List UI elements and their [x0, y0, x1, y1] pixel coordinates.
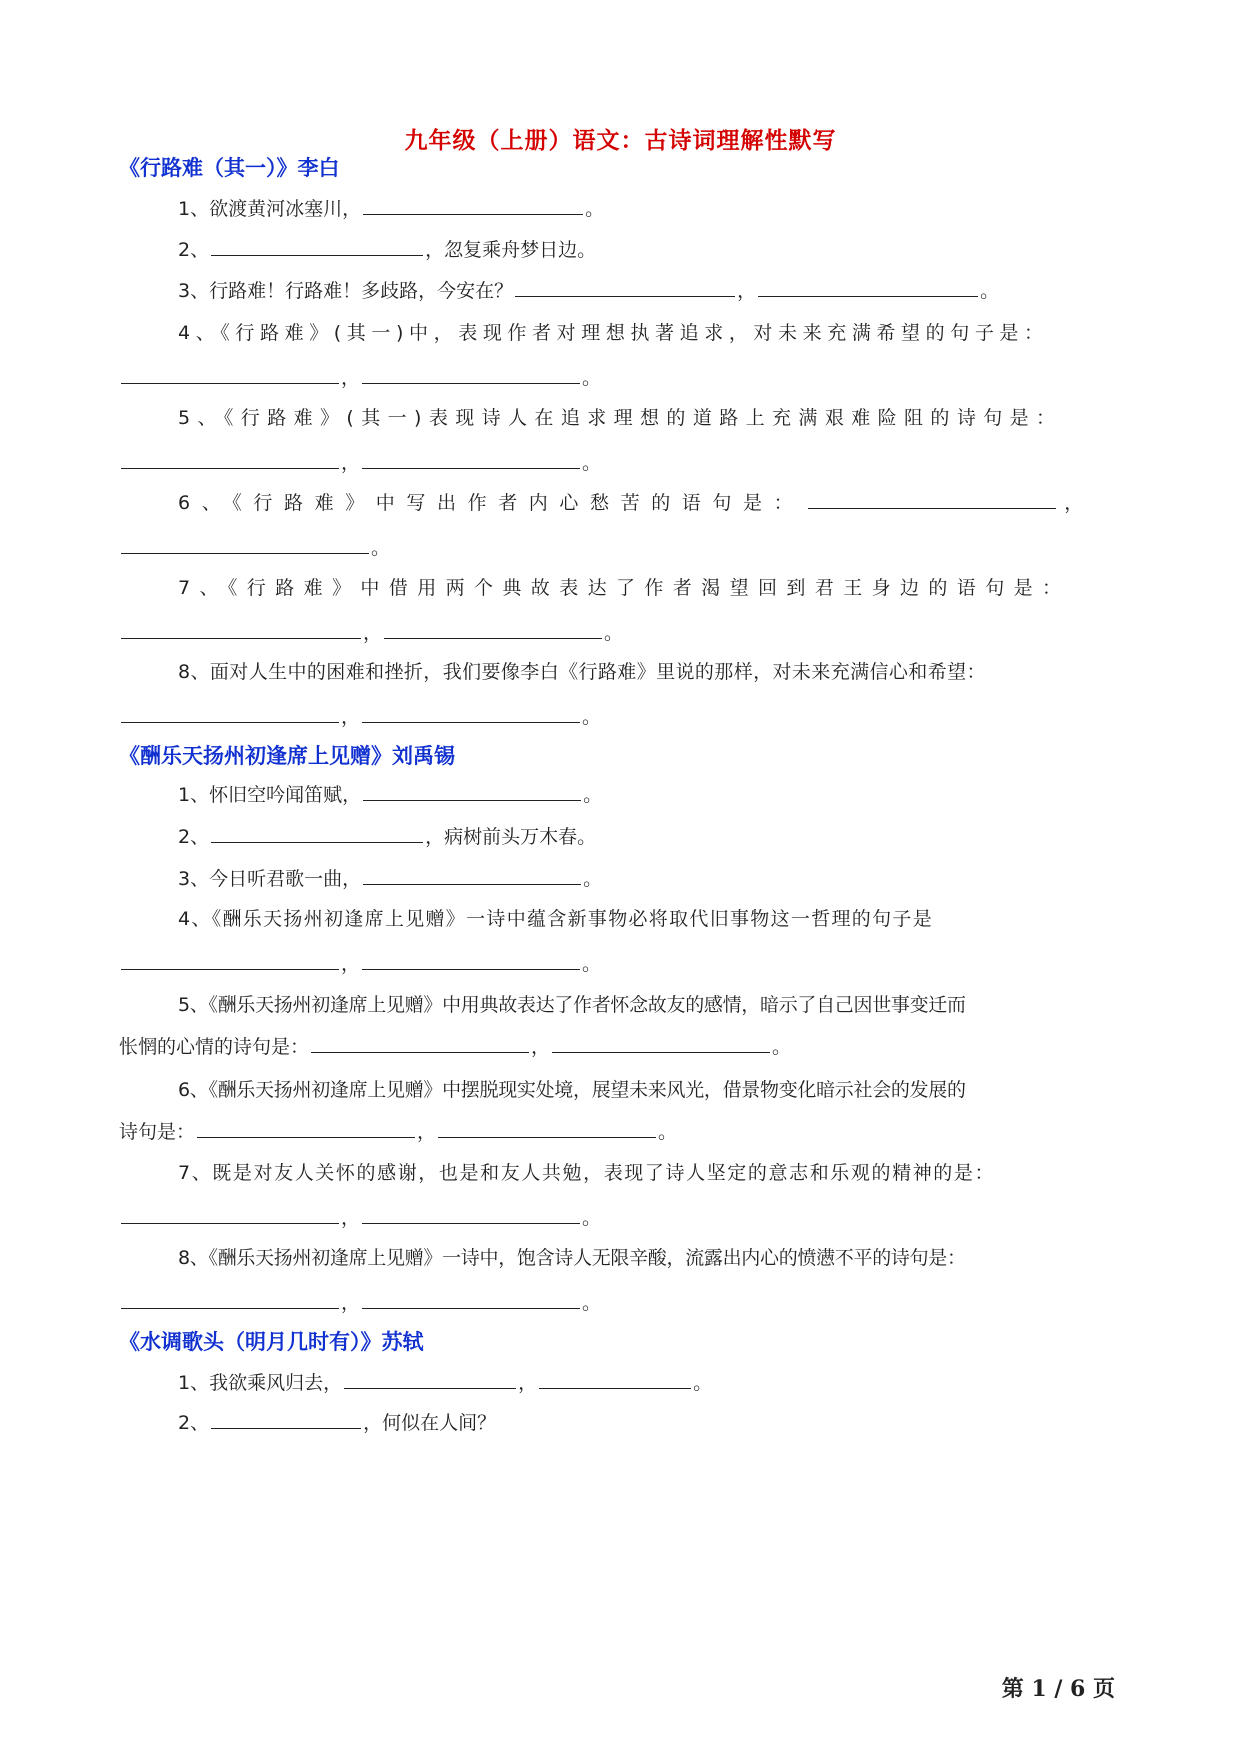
answer-blank[interactable] [121, 620, 361, 639]
answer-blank[interactable] [121, 1290, 339, 1309]
answer-blank[interactable] [362, 704, 580, 723]
answer-line: ， 。 [119, 448, 601, 475]
answer-line: ， 。 [119, 363, 601, 390]
answer-line: ， 。 [119, 702, 601, 729]
section-heading: 《酬乐天扬州初逢席上见赠》刘禹锡 [119, 744, 455, 768]
answer-blank[interactable] [311, 1034, 529, 1053]
question-line: 2、 ，何似在人间？ [178, 1412, 497, 1434]
answer-blank[interactable] [515, 278, 735, 297]
page-title: 九年级（上册）语文：古诗词理解性默写 [404, 128, 837, 154]
question-line: 4、《行路难》(其一)中，表现作者对理想执著追求，对未来充满希望的句子是： [178, 322, 1049, 344]
answer-blank[interactable] [121, 1205, 339, 1224]
answer-blank[interactable] [552, 1034, 770, 1053]
answer-line: ， 。 [119, 618, 623, 645]
answer-blank[interactable] [758, 278, 978, 297]
question-line: 5、《行路难》(其一)表现诗人在追求理想的道路上充满艰难险阻的诗句是： [178, 407, 1063, 429]
answer-blank[interactable] [211, 237, 423, 256]
answer-blank[interactable] [121, 450, 339, 469]
page-number: 第 1 / 6 页 [1001, 1676, 1115, 1702]
question-line: 3、今日听君歌一曲， 。 [178, 868, 603, 890]
answer-blank[interactable] [211, 1410, 361, 1429]
answer-line: 怅惘的心情的诗句是： ， 。 [119, 1036, 792, 1058]
answer-line: ， 。 [119, 1288, 601, 1315]
answer-blank[interactable] [121, 704, 339, 723]
answer-blank[interactable] [438, 1119, 656, 1138]
question-line: 1、欲渡黄河冰塞川， 。 [178, 198, 605, 220]
answer-blank[interactable] [384, 620, 602, 639]
question-line: 8、《酬乐天扬州初逢席上见赠》一诗中，饱含诗人无限辛酸，流露出内心的愤懑不平的诗句是： [178, 1247, 966, 1269]
answer-blank[interactable] [363, 196, 583, 215]
answer-line: 诗句是： ， 。 [119, 1121, 678, 1143]
answer-blank[interactable] [362, 365, 580, 384]
answer-blank[interactable] [362, 450, 580, 469]
question-line: 7、既是对友人关怀的感谢，也是和友人共勉，表现了诗人坚定的意志和乐观的精神的是： [178, 1162, 996, 1184]
answer-line: ， 。 [119, 949, 601, 976]
section-heading: 《水调歌头（明月几时有）》苏轼 [119, 1330, 424, 1354]
answer-blank[interactable] [363, 782, 581, 801]
question-line: 1、我欲乘风归去， ， 。 [178, 1372, 713, 1394]
answer-blank[interactable] [121, 365, 339, 384]
answer-blank[interactable] [362, 951, 580, 970]
question-line: 3、行路难！行路难！多歧路，今安在？ ， 。 [178, 280, 1000, 302]
answer-blank[interactable] [344, 1370, 516, 1389]
question-line: 6、《酬乐天扬州初逢席上见赠》中摆脱现实处境，展望未来风光，借景物变化暗示社会的发展的 [178, 1079, 966, 1101]
answer-blank[interactable] [539, 1370, 691, 1389]
question-line: 1、怀旧空吟闻笛赋， 。 [178, 784, 603, 806]
answer-blank[interactable] [121, 951, 339, 970]
answer-line: ， 。 [119, 1203, 601, 1230]
answer-blank[interactable] [362, 1290, 580, 1309]
answer-line: 。 [119, 533, 390, 560]
answer-blank[interactable] [121, 535, 369, 554]
question-line: 2、 ，忽复乘舟梦日边。 [178, 239, 597, 261]
question-line: 2、 ，病树前头万木春。 [178, 826, 597, 848]
question-line: 8、面对人生中的困难和挫折，我们要像李白《行路难》里说的那样，对未来充满信心和希望： [178, 661, 986, 683]
answer-blank[interactable] [362, 1205, 580, 1224]
answer-blank[interactable] [363, 866, 581, 885]
answer-blank[interactable] [211, 824, 423, 843]
answer-blank[interactable] [197, 1119, 415, 1138]
question-line: 6、《行路难》中写出作者内心愁苦的语句是： ， [178, 492, 1095, 514]
question-line: 4、《酬乐天扬州初逢席上见赠》一诗中蕴含新事物必将取代旧事物这一哲理的句子是 [178, 908, 933, 930]
section-heading: 《行路难（其一）》李白 [119, 156, 340, 180]
question-line: 7、《行路难》中借用两个典故表达了作者渴望回到君王身边的语句是： [178, 577, 1071, 599]
answer-blank[interactable] [808, 490, 1056, 509]
question-line: 5、《酬乐天扬州初逢席上见赠》中用典故表达了作者怀念故友的感情，暗示了自己因世事变迁而 [178, 994, 966, 1016]
